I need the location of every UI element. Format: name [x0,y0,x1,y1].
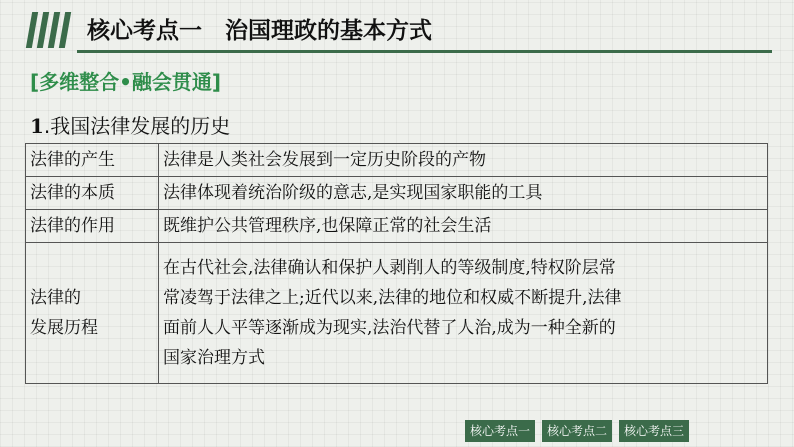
header-stripes-decoration [27,12,75,48]
content-line: 常凌驾于法律之上;近代以来,法律的地位和权威不断提升,法律 [163,288,622,308]
nav-button-topic-2[interactable]: 核心考点二 [542,420,612,442]
row-content: 法律是人类社会发展到一定历史阶段的产物 [159,144,768,177]
row-content [159,243,768,384]
row-label: 法律的作用 [26,210,159,243]
content-line: 在古代社会,法律确认和保护人剥削人的等级制度,特权阶层常 [163,258,616,278]
stripe-decoration [59,12,71,48]
stripe-decoration [37,12,49,48]
table-row [26,210,768,243]
row-content: 既维护公共管理秩序,也保障正常的社会生活 [159,210,768,243]
subtitle-text: .我国法律发展的历史 [43,114,231,138]
section-tag: [多维整合•融会贯通] [30,70,222,94]
content-line: 国家治理方式 [163,348,265,368]
slide-header [27,10,772,50]
law-history-table [25,143,768,384]
header-underline [77,50,772,53]
nav-button-topic-3[interactable]: 核心考点三 [619,420,689,442]
nav-button-topic-1[interactable]: 核心考点一 [465,420,535,442]
section-subtitle [30,110,230,139]
stripe-decoration [48,12,60,48]
content-line: 面前人人平等逐渐成为现实,法治代替了人治,成为一种全新的 [163,318,616,338]
row-label-line: 发展历程 [30,318,98,338]
row-label-line: 法律的 [30,288,81,308]
row-label: 法律的产生 [26,144,159,177]
row-label [26,243,159,384]
table-row [26,243,768,384]
table-row [26,144,768,177]
row-content: 法律体现着统治阶级的意志,是实现国家职能的工具 [159,177,768,210]
page-title: 核心考点一 治国理政的基本方式 [87,18,432,44]
table-row [26,177,768,210]
stripe-decoration [26,12,38,48]
row-label: 法律的本质 [26,177,159,210]
subtitle-number: 1 [30,114,44,138]
